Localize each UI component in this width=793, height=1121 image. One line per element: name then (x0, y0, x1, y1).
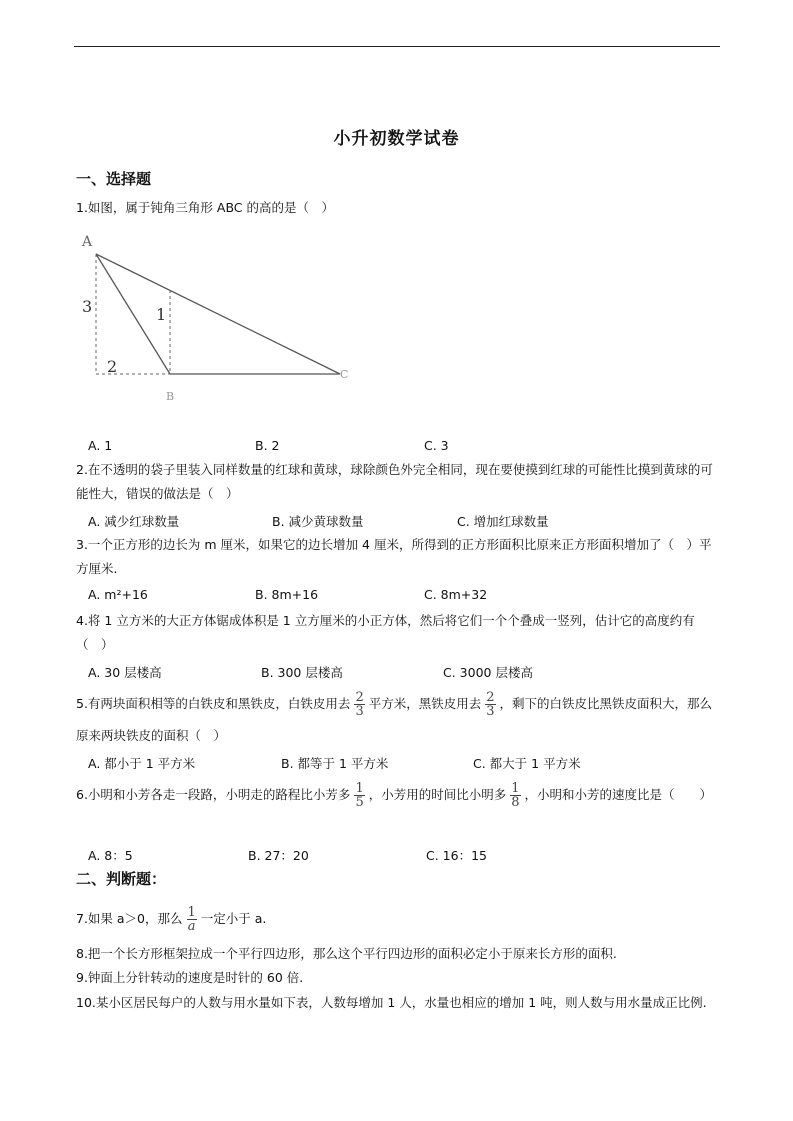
q6-option-c[interactable]: C. 16：15 (426, 848, 487, 863)
q2-option-a[interactable]: A. 减少红球数量 (88, 514, 180, 529)
q3-option-b[interactable]: B. 8m+16 (255, 587, 319, 602)
q5-fraction-2 (485, 691, 495, 718)
q6-fraction-1 (354, 782, 364, 809)
q6-option-b[interactable]: B. 27：20 (248, 848, 309, 863)
q7-text-pre: 7.如果 a＞0，那么 (76, 911, 183, 926)
q3-option-c[interactable]: C. 8m+32 (424, 587, 488, 602)
q4-option-b[interactable]: B. 300 层楼高 (261, 665, 343, 680)
page-title: 小升初数学试卷 (333, 129, 460, 149)
q1-option-b[interactable]: B. 2 (255, 438, 280, 453)
question-3: 3.一个正方形的边长为 m 厘米，如果它的边长增加 4 厘米，所得到的正方形面积比原来正方形面积增加了（ ）平方厘米. (76, 537, 712, 576)
q1-option-c[interactable]: C. 3 (424, 438, 449, 453)
vertex-a-label: A (82, 234, 93, 250)
q3-option-a[interactable]: A. m²+16 (88, 587, 148, 602)
q7-fraction (187, 906, 197, 933)
section-heading-choice: 一、选择题 (76, 170, 152, 188)
q5-option-a[interactable]: A. 都小于 1 平方米 (88, 756, 196, 771)
q4-option-c[interactable]: C. 3000 层楼高 (443, 665, 533, 680)
question-6-options (88, 846, 720, 866)
q1-option-a[interactable]: A. 1 (88, 438, 113, 453)
q5-text-post: ，剩下的白铁皮比黑铁皮面积大，那么原来两块铁皮的面积（ ） (76, 696, 713, 743)
height-3-label: 3 (82, 297, 93, 316)
question-3-options (88, 587, 720, 607)
question-10: 10.某小区居民每户的人数与用水量如下表，人数每增加 1 人，水量也相应的增加 1 吨，则人数与用水量成正比例. (76, 995, 707, 1010)
q5-option-c[interactable]: C. 都大于 1 平方米 (473, 756, 581, 771)
vertex-c-label: C (340, 368, 349, 381)
q6-frac2-num: 1 (511, 781, 520, 796)
question-4-options (88, 663, 720, 683)
question-1-options (88, 438, 720, 458)
question-2-options (88, 512, 720, 532)
height-1-label: 1 (156, 305, 167, 324)
q6-text-post: ，小明和小芳的速度比是（ ） (524, 787, 713, 802)
q5-text-mid: 平方米，黑铁皮用去 (368, 696, 482, 711)
q5-frac2-num: 2 (486, 690, 495, 705)
question-5-options (88, 754, 720, 774)
q5-frac2-den: 3 (486, 704, 495, 719)
triangle-diagram (76, 228, 366, 408)
q7-frac-num: 1 (187, 905, 196, 920)
header-rule (74, 46, 720, 47)
q6-option-a[interactable]: A. 8：5 (88, 848, 133, 863)
triangle-figure (76, 228, 366, 412)
q5-option-b[interactable]: B. 都等于 1 平方米 (281, 756, 389, 771)
q6-frac2-den: 8 (511, 795, 520, 810)
q6-frac1-den: 5 (355, 795, 364, 810)
vertex-b-label: B (166, 390, 175, 403)
question-8: 8.把一个长方形框架拉成一个平行四边形，那么这个平行四边形的面积必定小于原来长方形的面积. (76, 946, 617, 961)
section-heading-judgement: 二、判断题： (76, 870, 167, 888)
question-9: 9.钟面上分针转动的速度是时针的 60 倍. (76, 970, 304, 985)
question-5 (76, 688, 720, 752)
q6-text-mid: ，小芳用的时间比小明多 (368, 787, 507, 802)
q6-text-pre: 6.小明和小芳各走一段路，小明走的路程比小芳多 (76, 787, 351, 802)
q5-fraction-1 (354, 691, 364, 718)
q2-option-b[interactable]: B. 减少黄球数量 (272, 514, 364, 529)
question-7 (76, 904, 720, 934)
question-6 (76, 779, 720, 811)
q5-frac1-den: 3 (355, 704, 364, 719)
q5-text-pre: 5.有两块面积相等的白铁皮和黑铁皮，白铁皮用去 (76, 696, 351, 711)
q2-option-c[interactable]: C. 增加红球数量 (457, 514, 549, 529)
q7-text-post: 一定小于 a. (200, 911, 267, 926)
question-2: 2.在不透明的袋子里装入同样数量的红球和黄球，球除颜色外完全相同，现在要使摸到红球的可能性比摸到黄球的可能性大，错误的做法是（ ） (76, 462, 713, 501)
q7-frac-den: a (187, 919, 196, 934)
q5-frac1-num: 2 (355, 690, 364, 705)
q6-fraction-2 (510, 782, 520, 809)
height-2-label: 2 (107, 357, 118, 376)
question-1: 1.如图，属于钝角三角形 ABC 的高的是（ ） (76, 200, 335, 215)
q4-option-a[interactable]: A. 30 层楼高 (88, 665, 162, 680)
q6-frac1-num: 1 (355, 781, 364, 796)
question-4: 4.将 1 立方米的大正方体锯成体积是 1 立方厘米的小正方体，然后将它们一个个叠成一竖列，估计它的高度约有（ ） (76, 613, 695, 652)
